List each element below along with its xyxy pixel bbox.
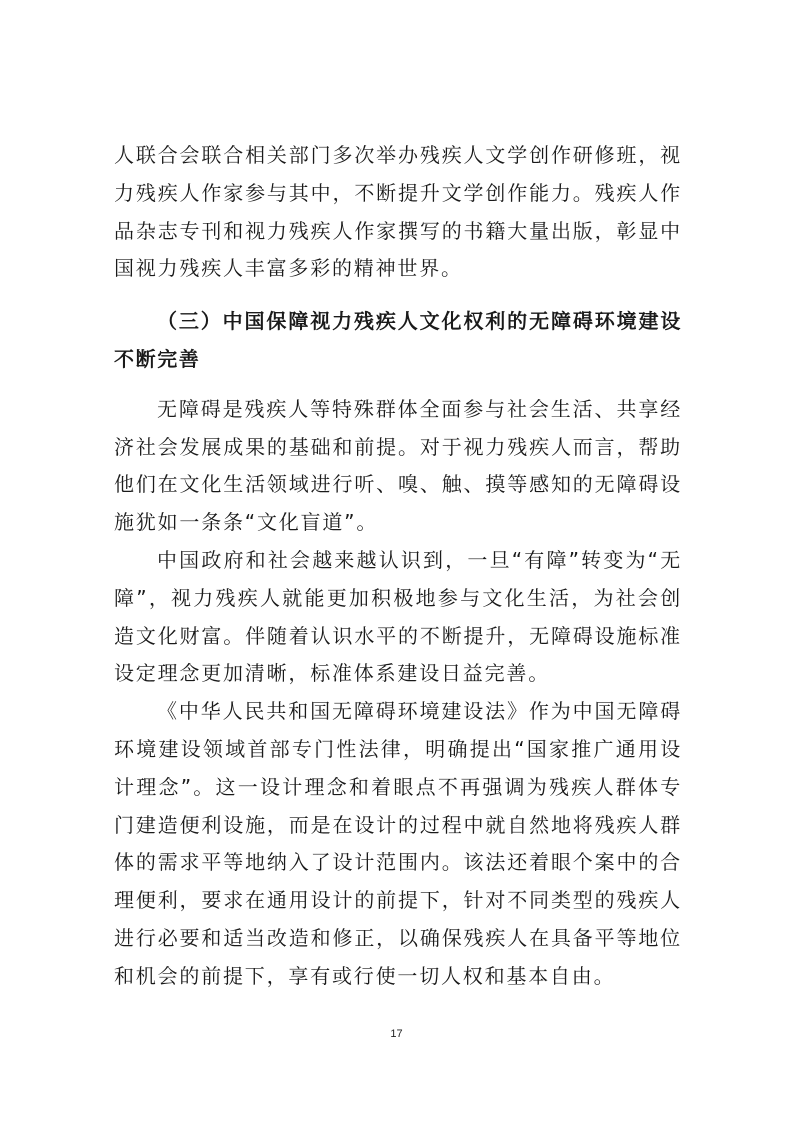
page-number: 17 (390, 1028, 403, 1040)
continued-paragraph: 人联合会联合相关部门多次举办残疾人文学创作研修班，视力残疾人作家参与其中，不断提升文学创作能力。残疾人作品杂志专刊和视力残疾人作家撰写的书籍大量出版，彰显中国视力残疾人丰富多彩的精神世界。 (114, 143, 682, 281)
body-paragraph-2: 中国政府和社会越来越认识到，一旦“有障”转变为“无障”，视力残疾人就能更加积极地参与文化生活，为社会创造文化财富。伴随着认识水平的不断提升，无障碍设施标准设定理念更加清晰，标准体系建设日益完善。 (114, 547, 682, 686)
page-body (114, 137, 682, 996)
body-paragraph-3: 《中华人民共和国无障碍环境建设法》作为中国无障碍环境建设领域首部专门性法律，明确提出“国家推广通用设计理念”。这一设计理念和着眼点不再强调为残疾人群体专门建造便利设施，而是在设计的过程中就自然地将残疾人群体的需求平等地纳入了设计范围内。该法还着眼个案中的合理便利，要求在通用设计的前提下，针对不同类型的残疾人进行必要和适当改造和修正，以确保残疾人在具备平等地位和机会的前提下，享有或行使一切人权和基本自由。 (114, 699, 682, 988)
body-paragraph-1: 无障碍是残疾人等特殊群体全面参与社会生活、共享经济社会发展成果的基础和前提。对于视力残疾人而言，帮助他们在文化生活领域进行听、嗅、触、摸等感知的无障碍设施犹如一条条“文化盲道”。 (114, 396, 682, 535)
section-heading: （三）中国保障视力残疾人文化权利的无障碍环境建设不断完善 (114, 309, 682, 371)
